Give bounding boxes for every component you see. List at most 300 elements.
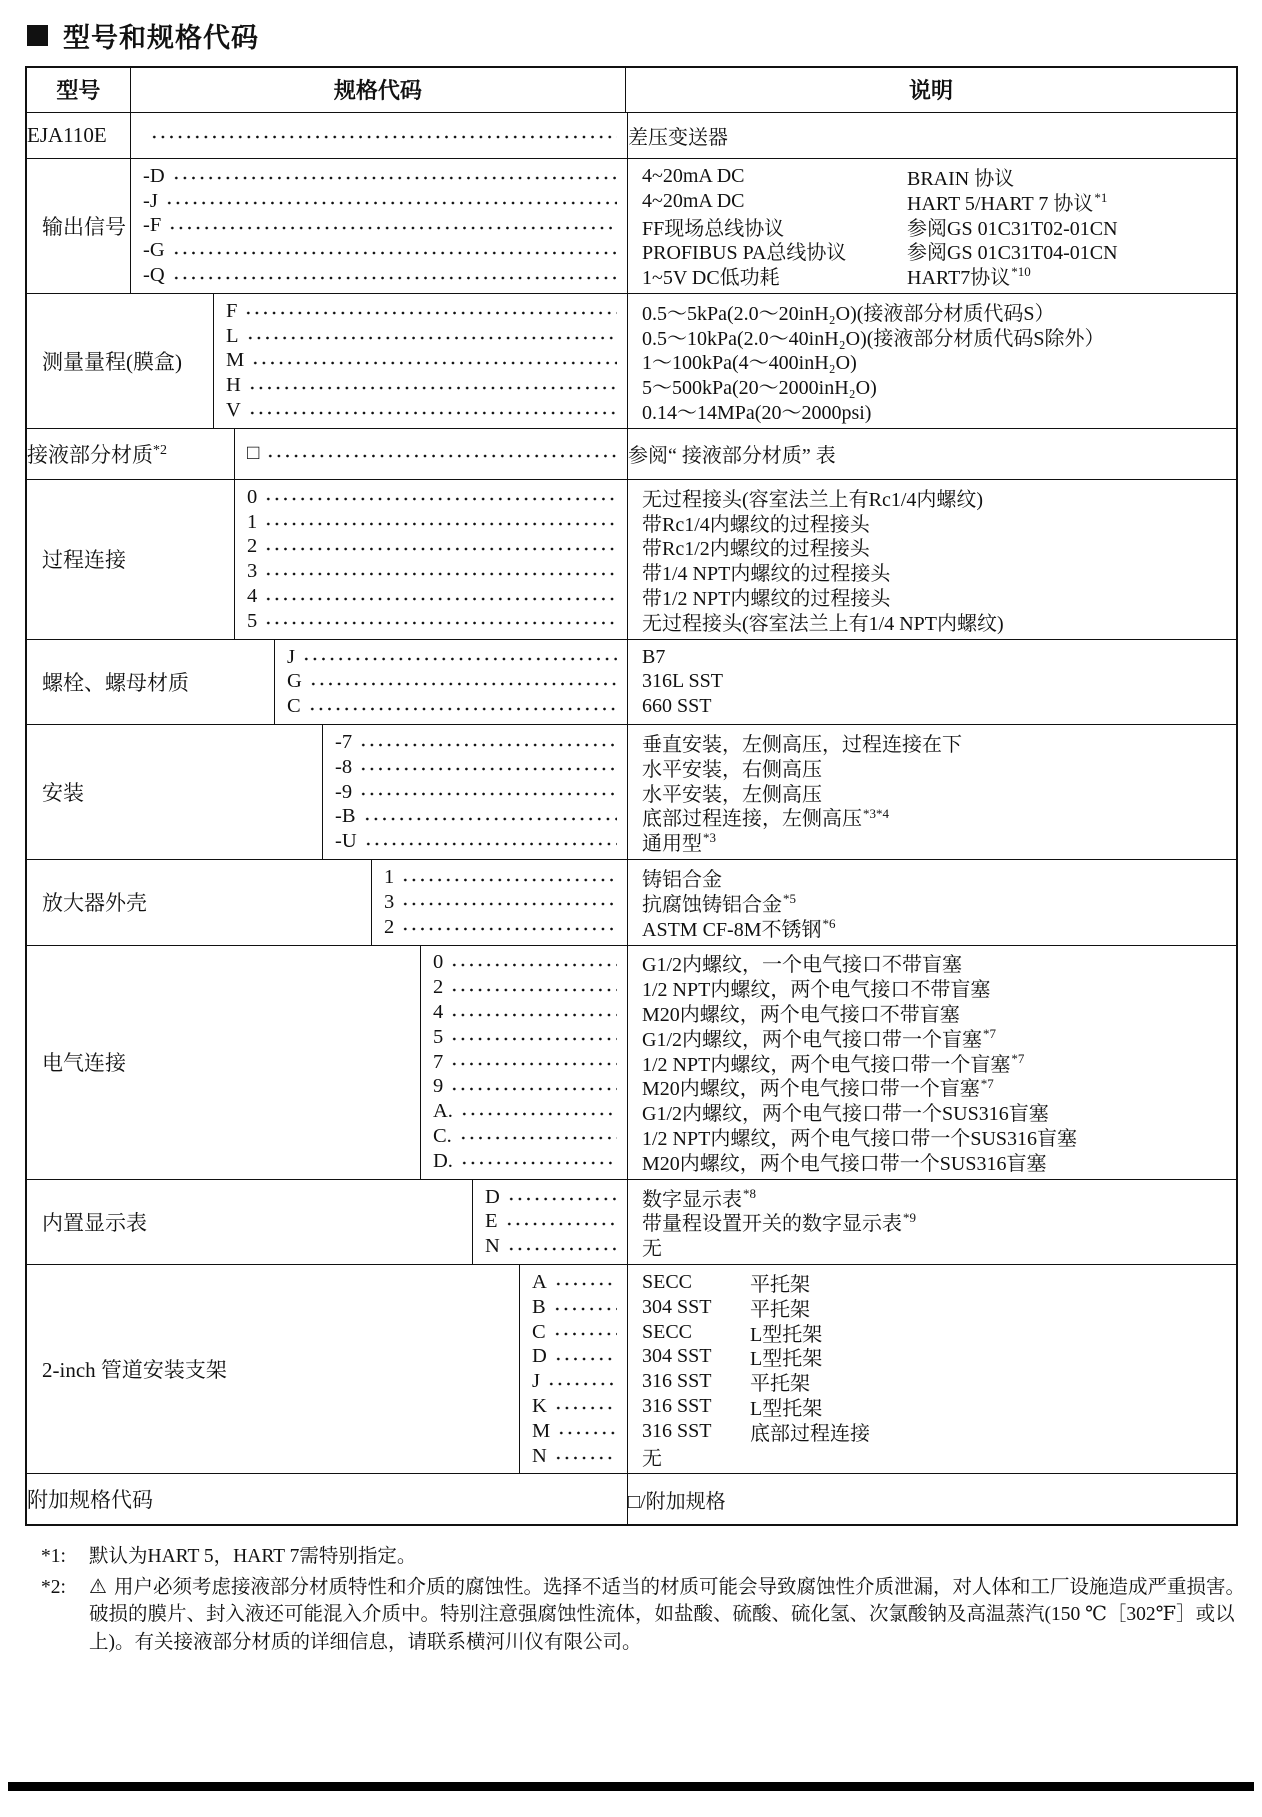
description-line [642, 349, 1232, 374]
spec-code-line [520, 1344, 627, 1369]
description-text: G1/2内螺纹，两个电气接口带一个盲塞 [642, 1028, 982, 1051]
spec-code: 3 [384, 890, 395, 913]
description-cell [627, 1474, 1236, 1524]
spec-code-line [214, 299, 627, 324]
bottom-rule [8, 1782, 1254, 1791]
spec-code-line [421, 1149, 627, 1174]
table-row [27, 1179, 1236, 1264]
dot-leader [554, 1280, 617, 1288]
dot-leader [264, 619, 617, 627]
description-text: 带1/2 NPT内螺纹的过程接头 [642, 588, 891, 611]
description-text: G1/2内螺纹，两个电气接口带一个SUS316盲塞 [642, 1103, 1049, 1126]
description-text: 带Rc1/2内螺纹的过程接头 [642, 538, 870, 561]
spec-code-cell [519, 1265, 627, 1473]
row-label: 内置显示表 [42, 1210, 147, 1235]
description-line [642, 951, 1232, 976]
description-text: 抗腐蚀铸铝合金 [642, 893, 782, 916]
row-label: 接液部分材质$^{*2}$ [27, 442, 167, 467]
dot-leader [359, 790, 617, 798]
description-text: M20内螺纹，两个电气接口带一个SUS316盲塞 [642, 1152, 1047, 1175]
spec-code-line [235, 510, 627, 535]
description-text: 1/2 NPT内螺纹，两个电气接口带一个盲塞 [642, 1053, 1011, 1076]
description-line [642, 164, 1232, 189]
spec-code-line [372, 890, 627, 915]
row-label-cell [27, 1265, 519, 1473]
description-line [642, 730, 1232, 755]
description-line [628, 1487, 1236, 1512]
description-text: 无过程接头(容室法兰上有Rc1/4内螺纹) [642, 488, 984, 511]
row-label: 安装 [42, 781, 84, 806]
dot-leader [401, 900, 617, 908]
description-text: M20内螺纹，两个电气接口带一个盲塞 [642, 1078, 980, 1101]
description-text-right: HART7协议 [907, 267, 1011, 290]
description-line [642, 1444, 1232, 1469]
description-text: 316 SST [642, 1419, 712, 1442]
footnote-ref: *3 [703, 830, 716, 846]
description-cell [627, 1180, 1236, 1264]
dot-leader [248, 384, 617, 392]
spec-code-cell [213, 294, 627, 428]
spec-code: M [532, 1419, 551, 1442]
description-text-right: L型托架 [750, 1323, 823, 1346]
row-label: EJA110E [27, 123, 107, 147]
spec-code: F [226, 299, 238, 322]
spec-code-line [421, 1124, 627, 1149]
spec-code-cell [322, 725, 627, 859]
description-line [642, 1185, 1232, 1210]
spec-code: -Q [143, 264, 165, 287]
spec-code-line [323, 780, 627, 805]
description-text-right: 底部过程连接 [750, 1422, 870, 1445]
footnote-ref: *1 [1094, 189, 1108, 205]
spec-code-line [275, 670, 627, 695]
spec-code: 5 [433, 1025, 444, 1048]
description-line [642, 829, 1232, 854]
dot-leader [165, 199, 617, 207]
spec-code: 0 [247, 485, 258, 508]
description-text: 0.5～10kPa(2.0～40inH₂O)(接液部分材质代码S除外） [642, 327, 1105, 350]
description-text: FF现场总线协议 [642, 217, 785, 240]
description-line [642, 559, 1232, 584]
description-text: 铸铝合金 [642, 869, 722, 892]
dot-leader [302, 655, 617, 663]
spec-code-line [214, 349, 627, 374]
description-text: 带Rc1/4内螺纹的过程接头 [642, 513, 870, 536]
row-label-cell [27, 640, 274, 724]
dot-leader [450, 1011, 617, 1019]
row-label: 测量量程(膜盒) [42, 349, 182, 374]
spec-code-line [214, 373, 627, 398]
spec-code-line [520, 1419, 627, 1444]
spec-code: -D [143, 164, 165, 187]
row-label: 输出信号 [42, 214, 126, 239]
description-cell [627, 860, 1236, 944]
spec-code-cell [234, 429, 627, 479]
dot-leader [450, 1060, 617, 1068]
description-text-right: 参阅GS 01C31T04-01CN [907, 242, 1118, 265]
dot-leader [505, 1220, 617, 1228]
footnote-ref: *6 [822, 915, 836, 931]
description-line [642, 324, 1232, 349]
spec-code: 3 [247, 560, 258, 583]
description-text-right: 平托架 [750, 1273, 810, 1296]
spec-code-line [131, 214, 627, 239]
spec-code-line [131, 238, 627, 263]
spec-code-line [372, 865, 627, 890]
spec-code: G [287, 670, 302, 693]
row-label-cell [27, 113, 130, 158]
spec-code-cell [472, 1180, 627, 1264]
description-cell [627, 480, 1236, 639]
description-text-right: L型托架 [750, 1348, 823, 1371]
spec-code: 0 [433, 951, 444, 974]
spec-code-line [235, 485, 627, 510]
warning-icon: ⚠ [89, 1575, 107, 1598]
spec-code-line [421, 975, 627, 1000]
description-text: 1~5V DC低功耗 [642, 267, 780, 290]
dot-leader [264, 595, 617, 603]
description-text: ASTM CF-8M不锈钢 [642, 918, 822, 941]
spec-code-cell [130, 113, 627, 158]
spec-code-line [131, 189, 627, 214]
dot-leader [266, 452, 617, 460]
description-line [642, 1344, 1232, 1369]
description-cell [627, 159, 1236, 293]
table-row [27, 479, 1236, 639]
footnote-ref: *7 [983, 1025, 996, 1041]
description-cell [627, 640, 1236, 724]
header-description: 说明 [625, 68, 1236, 112]
description-line [642, 1295, 1232, 1320]
description-line [642, 609, 1232, 634]
description-line [642, 373, 1232, 398]
row-label-cell [27, 294, 213, 428]
description-text: 水平安装，右侧高压 [642, 758, 822, 781]
description-text: 4~20mA DC [642, 189, 745, 212]
spec-code-line [520, 1270, 627, 1295]
description-text: PROFIBUS PA总线协议 [642, 242, 847, 265]
table-row [27, 1473, 1236, 1524]
spec-code: J [532, 1370, 540, 1393]
spec-code: C. [433, 1124, 452, 1147]
spec-code-line [520, 1320, 627, 1345]
description-line [642, 780, 1232, 805]
spec-code: V [226, 399, 241, 422]
spec-code: 4 [433, 1001, 444, 1023]
spec-code-cell [371, 860, 627, 944]
description-line [642, 645, 1232, 670]
spec-code-line [421, 1050, 627, 1075]
description-line [642, 1149, 1232, 1174]
description-text: 304 SST [642, 1295, 712, 1318]
description-line [642, 1124, 1232, 1149]
description-line [642, 805, 1232, 830]
footnote-ref: *5 [783, 890, 796, 906]
table-row [27, 112, 1236, 158]
description-text-right: HART 5/HART 7 协议 [907, 192, 1094, 215]
spec-code: C [532, 1320, 546, 1343]
dot-leader [264, 570, 617, 578]
spec-code: 9 [433, 1075, 444, 1098]
spec-code: -B [335, 805, 356, 828]
spec-code: -7 [335, 731, 353, 754]
description-text: 1～100kPa(4～400inH₂O) [642, 352, 857, 375]
spec-code: L [226, 324, 239, 347]
description-line [642, 510, 1232, 535]
description-line [642, 584, 1232, 609]
spec-code: N [485, 1235, 500, 1258]
dot-leader [507, 1195, 617, 1203]
dot-leader [172, 249, 617, 257]
spec-code: -G [143, 239, 165, 262]
dot-leader [554, 1454, 617, 1462]
row-label-cell [27, 1180, 472, 1264]
footnote-number: *1: [41, 1546, 66, 1568]
dot-leader [460, 1110, 617, 1118]
row-label-cell [27, 159, 130, 293]
description-cell [627, 294, 1236, 428]
description-line [642, 1209, 1232, 1234]
description-line [642, 670, 1232, 695]
row-label: 螺栓、螺母材质 [42, 670, 189, 695]
description-text: 660 SST [642, 695, 712, 718]
spec-code: 1 [384, 866, 395, 889]
spec-code-cell [274, 640, 627, 724]
description-text: 无 [642, 1238, 662, 1261]
row-label-cell [27, 725, 322, 859]
spec-code-line [275, 645, 627, 670]
footnote-ref: *7 [1011, 1050, 1025, 1066]
description-text-right: 平托架 [750, 1373, 810, 1396]
description-text: 无过程接头(容室法兰上有1/4 NPT内螺纹) [642, 612, 1004, 635]
dot-leader [359, 741, 617, 749]
spec-code: D. [433, 1149, 453, 1172]
dot-leader [172, 274, 617, 282]
spec-code-cell [420, 946, 627, 1179]
spec-code: K [532, 1394, 547, 1417]
spec-code: 5 [247, 609, 258, 632]
footnote-text: ⚠ 用户必须考虑接液部分材质特性和介质的腐蚀性。选择不适当的材质可能会导致腐蚀性介质泄漏，对人体和工厂设施造成严重损害。破损的膜片、封入液还可能混入介质中。特别注意强腐蚀性流体，如盐酸、硫酸、硫化氢、次氯酸钠及高温蒸汽(150 ℃［302℉］或以上)。有关接液部分材质的详细信息，请联系横河川仪有限公司。 [89, 1575, 1245, 1653]
description-cell [627, 725, 1236, 859]
footnote-ref: *3*4 [863, 805, 889, 821]
dot-leader [248, 409, 617, 417]
spec-code-line [235, 609, 627, 634]
description-text: 316 SST [642, 1394, 712, 1417]
row-label: 附加规格代码 [27, 1488, 153, 1513]
footnote [41, 1574, 1246, 1657]
description-text: 1/2 NPT内螺纹，两个电气接口带一个SUS316盲塞 [642, 1128, 1078, 1150]
spec-code: A. [433, 1100, 453, 1123]
description-text: 数字显示表 [642, 1188, 742, 1211]
description-text-right: 参阅GS 01C31T02-01CN [907, 217, 1118, 240]
table-row [27, 639, 1236, 724]
table-row [27, 859, 1236, 944]
spec-code: 7 [433, 1050, 444, 1073]
row-label-cell [27, 480, 234, 639]
spec-code: E [485, 1210, 498, 1233]
description-text: 底部过程连接，左侧高压 [642, 808, 862, 831]
dot-leader [264, 520, 617, 528]
description-cell [627, 946, 1236, 1179]
description-cell [627, 1265, 1236, 1473]
description-line [642, 299, 1232, 324]
spec-code: -F [143, 214, 162, 237]
description-text: 垂直安装，左侧高压，过程连接在下 [642, 734, 962, 757]
dot-leader [168, 224, 617, 232]
footnote-ref: *10 [1011, 264, 1031, 280]
spec-code-line [473, 1209, 627, 1234]
spec-code: J [287, 645, 295, 668]
description-line [642, 1234, 1232, 1259]
description-text: 带量程设置开关的数字显示表 [642, 1213, 902, 1236]
description-text: 通用型 [642, 833, 702, 856]
dot-leader [150, 133, 617, 141]
description-line [642, 1270, 1232, 1295]
footnote-ref: *8 [743, 1185, 756, 1201]
footnote-ref: *7 [980, 1075, 994, 1091]
description-line [642, 1320, 1232, 1345]
spec-code: 4 [247, 585, 258, 608]
description-line [642, 1419, 1232, 1444]
spec-code-line [214, 324, 627, 349]
description-text: 304 SST [642, 1345, 712, 1368]
spec-code-line [421, 951, 627, 976]
row-label: 放大器外壳 [42, 891, 147, 916]
spec-code-line [421, 1099, 627, 1124]
spec-code-line [235, 559, 627, 584]
spec-code-line [520, 1369, 627, 1394]
description-text: 5～500kPa(20～2000inH₂O) [642, 377, 877, 400]
dot-leader [557, 1429, 617, 1437]
table-row [27, 724, 1236, 859]
spec-code-line [323, 730, 627, 755]
spec-code: H [226, 374, 241, 397]
header-model: 型号 [56, 78, 101, 103]
dot-leader [246, 334, 617, 342]
description-text: B7 [642, 645, 666, 668]
dot-leader [364, 840, 617, 848]
footnote [41, 1543, 1246, 1571]
dot-leader [547, 1380, 617, 1388]
description-line [642, 189, 1232, 214]
spec-code: N [532, 1444, 547, 1467]
spec-code-line [473, 1185, 627, 1210]
description-line [642, 975, 1232, 1000]
spec-code-line [421, 1000, 627, 1025]
dot-leader [264, 495, 617, 503]
description-text: SECC [642, 1270, 693, 1293]
spec-code-line [473, 1234, 627, 1259]
footnote-ref: *9 [903, 1210, 916, 1226]
description-text-right: L型托架 [750, 1397, 823, 1420]
dot-leader [363, 815, 618, 823]
dot-leader [308, 705, 617, 713]
dot-leader [244, 309, 617, 317]
row-label: 过程连接 [42, 548, 126, 573]
dot-leader [172, 174, 617, 182]
description-text-right: 平托架 [750, 1298, 810, 1321]
spec-code: D [485, 1185, 500, 1208]
model-spec-table [25, 66, 1238, 1526]
row-label-footnote-ref: *2 [153, 442, 167, 458]
description-line [642, 694, 1232, 719]
dot-leader [450, 961, 617, 969]
description-line [642, 214, 1232, 239]
description-line [642, 1000, 1232, 1025]
footnote-text: 默认为HART 5，HART 7需特别指定。 [89, 1546, 417, 1568]
description-line [642, 755, 1232, 780]
description-text: 1/2 NPT内螺纹，两个电气接口不带盲塞 [642, 979, 991, 1002]
description-line [642, 1025, 1232, 1050]
spec-code: -9 [335, 780, 353, 803]
section-marker-icon [27, 25, 48, 46]
description-line [642, 1075, 1232, 1100]
spec-code-line [421, 1075, 627, 1100]
description-text: M20内螺纹，两个电气接口不带盲塞 [642, 1004, 960, 1027]
description-line [642, 485, 1232, 510]
spec-code-line [421, 1025, 627, 1050]
footnotes [25, 1543, 1246, 1656]
spec-code: 2 [384, 915, 395, 938]
spec-code: 2 [433, 976, 444, 999]
description-text: 无 [642, 1447, 662, 1470]
dot-leader [554, 1404, 617, 1412]
row-label: 电气连接 [42, 1051, 126, 1076]
page-title: 型号和规格代码 [63, 23, 259, 53]
dot-leader [460, 1159, 617, 1167]
spec-code-line [520, 1394, 627, 1419]
dot-leader [553, 1305, 617, 1313]
dot-leader [264, 545, 617, 553]
spec-code-line [235, 535, 627, 560]
dot-leader [251, 359, 617, 367]
spec-code-line [131, 123, 627, 148]
spec-code: C [287, 695, 301, 718]
description-cell [627, 113, 1236, 158]
description-text: 316L SST [642, 670, 723, 693]
spec-code-line [235, 584, 627, 609]
spec-code-cell [234, 480, 627, 639]
spec-code: -J [143, 189, 158, 212]
spec-code-line [323, 805, 627, 830]
dot-leader [401, 925, 617, 933]
description-text-right: BRAIN 协议 [907, 167, 1015, 190]
spec-code: 1 [247, 510, 258, 533]
spec-code-line [214, 398, 627, 423]
header-spec-code: 规格代码 [130, 68, 625, 112]
dot-leader [401, 876, 617, 884]
description-text: 差压变送器 [628, 127, 728, 149]
spec-code-line [235, 442, 627, 467]
description-text: 0.14～14MPa(20～2000psi) [642, 402, 872, 425]
table-row [27, 428, 1236, 479]
spec-code: D [532, 1345, 547, 1368]
dot-leader [553, 1330, 617, 1338]
description-text: 0.5～5kPa(2.0～20inH₂O)(接液部分材质代码S） [642, 302, 1055, 325]
dot-leader [309, 680, 617, 688]
description-text: 带1/4 NPT内螺纹的过程接头 [642, 563, 891, 586]
table-header-row [27, 68, 1236, 112]
row-label-cell [27, 1474, 627, 1524]
description-line [642, 1050, 1232, 1075]
description-text: 参阅“ 接液部分材质” 表 [628, 445, 836, 468]
spec-code: A [532, 1270, 547, 1293]
row-label-cell [27, 429, 234, 479]
description-line [642, 1369, 1232, 1394]
dot-leader [450, 986, 617, 994]
table-row [27, 1264, 1236, 1473]
description-line [642, 535, 1232, 560]
